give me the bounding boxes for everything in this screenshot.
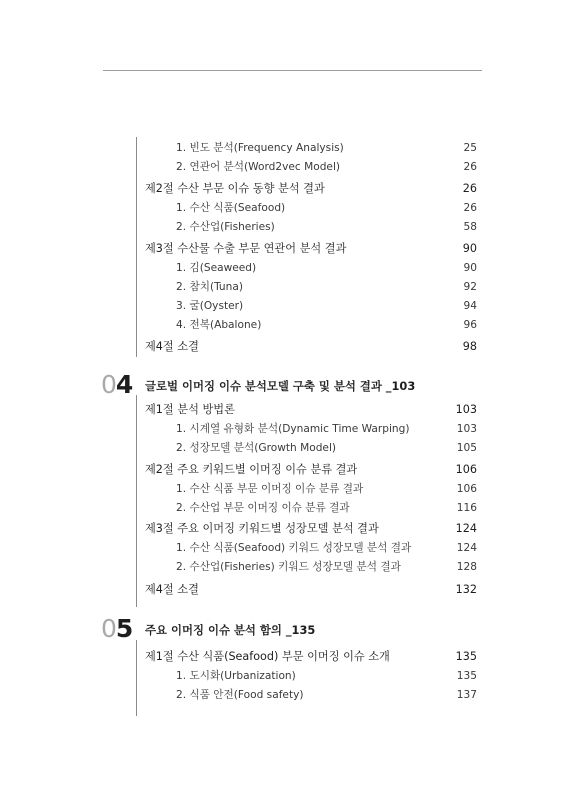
section-divider-line <box>136 395 137 607</box>
entry-page-number: 58 <box>463 221 477 233</box>
entry-title: 1. 수산 식품 부문 이머징 이슈 분류 결과 <box>176 483 364 495</box>
entry-title: 1. 수산 식품(Seafood) <box>176 202 286 214</box>
toc-section-entry[interactable] <box>145 648 477 666</box>
entry-title: 2. 수산업 부문 이머징 이슈 분류 결과 <box>176 502 350 514</box>
entry-title: 제1절 수산 식품(Seafood) 부문 이머징 이슈 소개 <box>145 650 390 663</box>
entry-title: 제2절 주요 키워드별 이머징 이슈 분류 결과 <box>145 463 358 476</box>
entry-title: 제4절 소결 <box>145 340 199 353</box>
toc-subsection-entry[interactable] <box>176 667 477 685</box>
toc-subsection-entry[interactable] <box>176 297 477 315</box>
entry-title: 2. 참치(Tuna) <box>176 281 243 293</box>
entry-page-number: 135 <box>456 670 477 682</box>
chapter-number: 04 <box>101 370 133 399</box>
entry-title: 2. 식품 안전(Food safety) <box>176 689 304 701</box>
chapter-title[interactable]: 글로벌 이머징 이슈 분석모델 구축 및 분석 결과 _103 <box>145 379 416 393</box>
entry-page-number: 105 <box>456 442 477 454</box>
entry-title: 1. 김(Seaweed) <box>176 262 257 274</box>
entry-title: 제3절 주요 이머징 키워드별 성장모델 분석 결과 <box>145 522 379 535</box>
toc-section-entry[interactable] <box>145 461 477 479</box>
entry-page-number: 132 <box>455 583 477 596</box>
toc-subsection-entry[interactable] <box>176 139 477 157</box>
entry-page-number: 96 <box>463 319 477 331</box>
toc-subsection-entry[interactable] <box>176 218 477 236</box>
toc-section-entry[interactable] <box>145 401 477 419</box>
toc-subsection-entry[interactable] <box>176 158 477 176</box>
toc-section-entry[interactable] <box>145 240 477 258</box>
toc-subsection-entry[interactable] <box>176 278 477 296</box>
entry-title: 1. 시계열 유형화 분석(Dynamic Time Warping) <box>176 423 410 435</box>
entry-title: 1. 도시화(Urbanization) <box>176 670 296 682</box>
entry-page-number: 26 <box>463 161 477 173</box>
entry-page-number: 106 <box>455 463 477 476</box>
entry-title: 2. 연관어 분석(Word2vec Model) <box>176 161 341 173</box>
entry-page-number: 90 <box>463 262 477 274</box>
entry-page-number: 98 <box>462 340 477 353</box>
toc-section-entry[interactable] <box>145 520 477 538</box>
toc-subsection-entry[interactable] <box>176 199 477 217</box>
toc-section-entry[interactable] <box>145 338 477 356</box>
toc-subsection-entry[interactable] <box>176 499 477 517</box>
chapter-number: 05 <box>101 614 133 643</box>
entry-title: 제1절 분석 방법론 <box>145 403 235 416</box>
entry-page-number: 103 <box>456 423 477 435</box>
toc-subsection-entry[interactable] <box>176 539 477 557</box>
entry-page-number: 135 <box>455 650 477 663</box>
entry-page-number: 26 <box>463 202 477 214</box>
toc-subsection-entry[interactable] <box>176 558 477 576</box>
toc-subsection-entry[interactable] <box>176 420 477 438</box>
entry-page-number: 116 <box>456 502 477 514</box>
entry-title: 2. 성장모델 분석(Growth Model) <box>176 442 337 454</box>
header-rule <box>103 70 482 71</box>
section-divider-line <box>136 640 137 716</box>
entry-page-number: 94 <box>463 300 477 312</box>
section-divider-line <box>136 137 137 357</box>
entry-title: 1. 수산 식품(Seafood) 키워드 성장모델 분석 결과 <box>176 542 412 554</box>
entry-page-number: 92 <box>463 281 477 293</box>
entry-page-number: 25 <box>463 142 477 154</box>
toc-section-entry[interactable] <box>145 180 477 198</box>
entry-title: 제3절 수산물 수출 부문 연관어 분석 결과 <box>145 242 347 255</box>
entry-page-number: 90 <box>462 242 477 255</box>
entry-page-number: 26 <box>462 182 477 195</box>
entry-title: 제2절 수산 부문 이슈 동향 분석 결과 <box>145 182 325 195</box>
entry-page-number: 137 <box>456 689 477 701</box>
entry-title: 1. 빈도 분석(Frequency Analysis) <box>176 142 344 154</box>
entry-page-number: 106 <box>456 483 477 495</box>
toc-subsection-entry[interactable] <box>176 316 477 334</box>
entry-title: 2. 수산업(Fisheries) 키워드 성장모델 분석 결과 <box>176 561 401 573</box>
toc-subsection-entry[interactable] <box>176 259 477 277</box>
entry-title: 제4절 소결 <box>145 583 199 596</box>
entry-page-number: 124 <box>456 542 477 554</box>
toc-section-entry[interactable] <box>145 581 477 599</box>
entry-title: 2. 수산업(Fisheries) <box>176 221 275 233</box>
toc-subsection-entry[interactable] <box>176 439 477 457</box>
entry-page-number: 103 <box>455 403 477 416</box>
entry-page-number: 128 <box>456 561 477 573</box>
toc-subsection-entry[interactable] <box>176 686 477 704</box>
entry-title: 4. 전복(Abalone) <box>176 319 262 331</box>
chapter-title[interactable]: 주요 이머징 이슈 분석 함의 _135 <box>145 623 316 637</box>
entry-title: 3. 굴(Oyster) <box>176 300 244 312</box>
toc-subsection-entry[interactable] <box>176 480 477 498</box>
entry-page-number: 124 <box>455 522 477 535</box>
